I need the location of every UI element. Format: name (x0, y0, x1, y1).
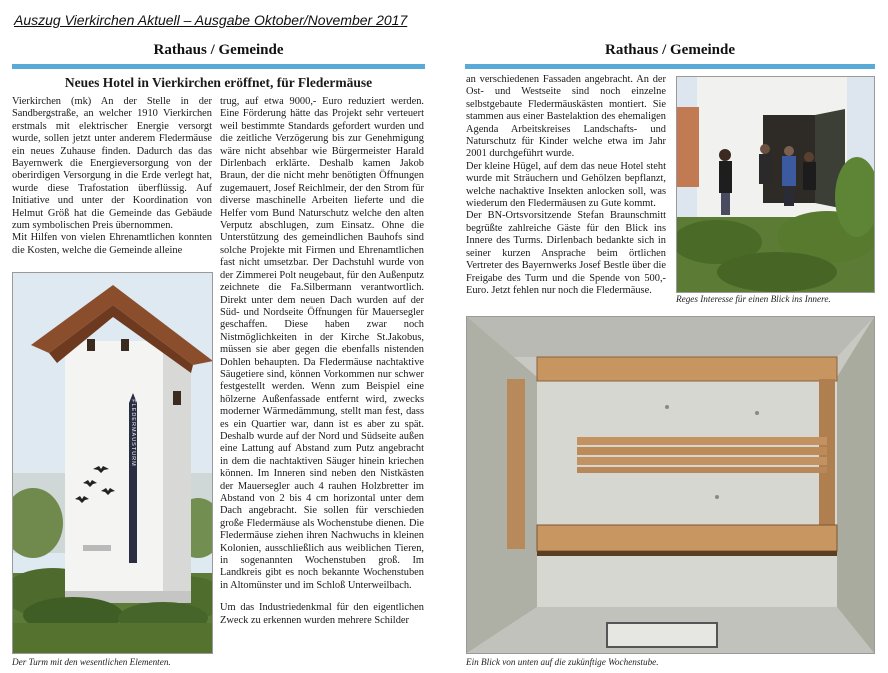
article-paragraph: Mit Hilfen von vielen Ehrenamtlichen konnten die Kosten, welche die Gemeinde alleine (12, 232, 212, 256)
publication-header: Auszug Vierkirchen Aktuell – Ausgabe Oktober/November 2017 (14, 12, 408, 28)
article-column-2 (220, 96, 424, 627)
interior-photo-caption: Ein Blick von unten auf die zukünftige Wochenstube. (466, 657, 659, 667)
section-rule (12, 64, 425, 69)
article-paragraph: trug, auf etwa 9000,- Euro reduziert werden. Eine Förderung hätte das Projekt sehr verteuert weil bestimmte Standards gefordert wurden und die zeitliche Verzögerung bis zur Genehmigung wäre nicht absehbar wie Bürgermeister Harald Dirlenbach erklärte. Deshalb kamen Jakob Braun, der die nicht mehr benötigten Öffnungen zugemauert, Josef Reichlmeir, der den Strom für diverse maschinelle Arbeiten lieferte und die Helfer vom Bund Naturschutz welche den alten Verputz abschlugen, zum Einsatz. Ohne die Unterstützung des gemeindlichen Bauhofs sind solche Projekte mit Firmen und Ehrenamtlichen fast nicht umsetzbar. Der Dachstuhl wurde von der Zimmerei Polt neugebaut, für den Außenputz zeichnete die Fa.Silbermann verantwortlich. Direkt unter dem neuen Dach wurden auf der Süd- und Nordseite Öffnungen für Mauersegler geschaffen. Diese haben zwar noch Nistmöglichkeiten in der Kirche St.Jakobus, müssen sie aber gegen die ebenfalls nistenden Dohlen behaupten. Da Fledermäuse nachtaktive Säugetiere sind, können Vorkommen nur schwer festgestellt werden. Wenn zum Beispiel eine hölzerne Außenfassade entfernt wird, zwecks moderner Wärmedämmung, stellt man fest, dass es ein Quartier war, dann ist es aber zu spät. Deshalb wurde auf der Nord und Südseite außen eine Lattung auf Abstand zum Putz angebracht in dem die nachtaktiven Säuger hinein kriechen können. Im Inneren sind neben den Nistkästen der Mauersegler auch 4 rauhen Holzbretter im Abstand von 2 bis 4 cm horizontal unter dem Dach angebracht. Sie sollen für verschieden große Fledermäuse als Wochenstube dienen. Die Fledermäuse ziehen ihren Nachwuchs in kleinen Kolonien, ausschließlich aus weiblichen Tieren, in sogenannten Wochenstuben groß. Im Landkreis gibt es noch bekannte Wochenstuben in Altomünster und im Schloß Unterweilbach. (220, 96, 425, 591)
left-page (12, 40, 425, 91)
article-paragraph: Vierkirchen (mk) An der Stelle in der Sandbergstraße, an welcher 1910 Vierkirchen erstmals mit elektrischer Energie versorgt wurde, sollen jetzt unter anderem Fledermäuse ein neues Zuhause finden. Dadurch das das Bayernwerk die Energieversorgung von der oberirdigen Versorgung in die Erde verlegt hat, wurde diese Trafostation überflüssig. Auf Initiative und unter der Koordination von Helmut Größ hat die Gemeinde das Gebäude zum symbolischen Preis übernommen. (12, 96, 212, 232)
section-rule (465, 64, 875, 69)
interior-photo (466, 316, 875, 654)
visitors-illustration (677, 77, 874, 292)
article-title: Neues Hotel in Vierkirchen eröffnet, für Fledermäuse (64, 75, 373, 90)
interior-illustration (467, 317, 874, 653)
right-page (465, 40, 875, 69)
section-title: Rathaus / Gemeinde (153, 42, 284, 58)
article-paragraph: Um das Industriedenkmal für den eigentlichen Zweck zu erkennen wurden mehrere Schilder (220, 602, 424, 626)
visitors-photo (676, 76, 875, 293)
visitors-photo-caption: Reges Interesse für einen Blick ins Innere. (676, 294, 831, 304)
tower-illustration (13, 273, 212, 653)
article-paragraph: Der BN-Ortsvorsitzende Stefan Braunschmitt begrüßte zahlreiche Gäste für den Blick ins Innere des Turms. Dirlenbach bedankte sich in seiner kurzen Ansprache beim örtlichen Vertreter des Bayernwerks Josef Bestle über die Freigabe des Turm und die Spende von 500,- Euro. Jetzt fehlen nur noch die Fledermäuse. (466, 210, 666, 296)
article-column-1 (12, 96, 212, 257)
article-paragraph: Der kleine Hügel, auf dem das neue Hotel steht wurde mit Sträuchern und Gehölzen bepflanzt, welche nachaktive Insekten anlocken soll, was wiederum den Fledermäusen zu Gute kommt. (466, 160, 666, 210)
tower-photo-caption: Der Turm mit den wesentlichen Elementen. (12, 657, 171, 667)
tower-photo (12, 272, 213, 654)
article-paragraph: an verschiedenen Fassaden angebracht. An der Ost- und Westseite sind noch einzelne selbstgebaute Fledermäuskästen montiert. Sie stammen aus einer Bastelaktion des ehemaligen Agenda Arbeitskreises Landschafts- und Naturschutz für Kinder welche etwa im Jahr 2001 durchgeführt wurde. (466, 74, 666, 160)
section-title: Rathaus / Gemeinde (604, 42, 735, 58)
article-column-3 (466, 74, 666, 297)
tower-sign-text: FLEDERMAUSTURM (130, 399, 136, 467)
